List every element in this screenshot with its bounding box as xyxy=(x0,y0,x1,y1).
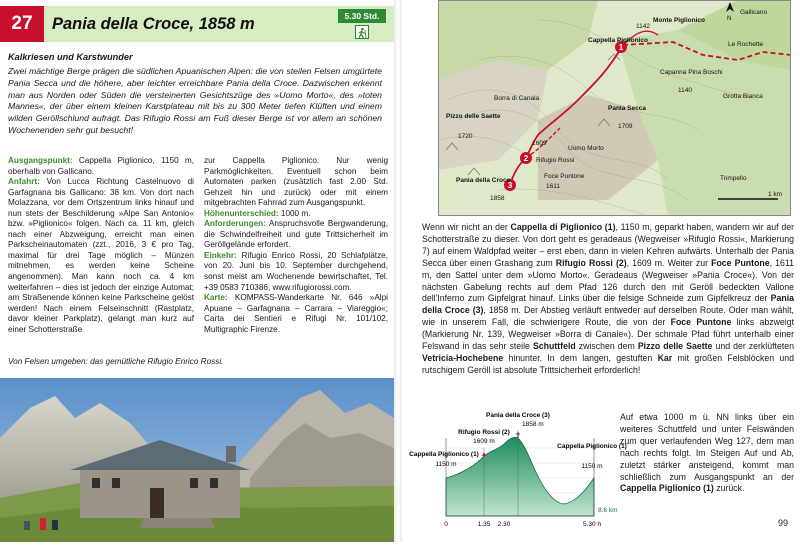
page-number: 99 xyxy=(777,518,788,528)
profile-time-3: 5.30 h xyxy=(582,521,602,528)
info-column-1 xyxy=(8,156,194,335)
photo-caption: Von Felsen umgeben: das gemütliche Rifugio Enrico Rossi. xyxy=(8,357,224,366)
right-page xyxy=(402,0,800,542)
approach-text: Von Lucca Richtung Castelnuovo di Garfagnana bis Gallicano: 38 km. Von dort nach Molazzana, vor dem Ortszentrum links hinauf und nun stets der Beschilderung »Alpe San Antonio« bzw. »Piglionico« folgen. Nach ca. 11 km, gleich nach einer Abzweigung, erreicht man einen Parkscheinautomaten (zzt., 2016, 3 € pro Tag, maximal für drei Tage möglich – Münzen mitnehmen, es werden keine Scheine angenommen). Man kann noch ca. 4 km weiterfahren – dies ist jedoch der einzige Automat; am Straßenende können keine Parkscheine gelöst werden! Nach einem Felseinschnitt (Rastplatz, davor kleiner Parkplatz), gelangt man kurz auf einer Schotterstraße xyxy=(8,177,194,334)
requirements-label: Anforderungen: xyxy=(204,219,266,229)
map-label-pania-croce: Pania della Croce xyxy=(456,177,511,184)
duration-badge: 5.30 Std. xyxy=(338,9,386,23)
left-page xyxy=(0,0,394,542)
hiker-icon xyxy=(355,25,369,39)
svg-text:N: N xyxy=(727,16,732,22)
profile-top-alt: 1858 m xyxy=(522,421,544,428)
map-label-alt-1858: 1858 xyxy=(490,195,505,202)
svg-text:1: 1 xyxy=(618,43,624,52)
profile-time-0: 0 xyxy=(444,521,448,528)
profile-rossi-label: Rifugio Rossi (2) xyxy=(458,429,510,436)
start-point xyxy=(8,156,194,177)
map-label: Karte: xyxy=(204,293,228,303)
intro-text: Zwei mächtige Berge prägen die südlichen Apuanischen Alpen: die von steilen Felsen umgürtete Pania Secca und die höhere, aber leichter erreichbare Pania della Croce. Dazwischen erkennt man aus Norden oder Süden die versteinerten Gesichtszüge des »Uomo Morto«, des »toten Mannes«, der über einem kleinen Karstplateau mit bis zu 300 Meter tiefen Klüften und einem wilden Geröllschlund aufragt. Das Rifugio Rossi am Fuß dieser Berge ist vor allem an schönen Wochenenden sehr gut besucht! xyxy=(8,66,382,135)
hut-icon xyxy=(482,452,486,456)
map-label-alt-1611: 1611 xyxy=(546,183,560,190)
map-label-foce: Foce Puntone xyxy=(544,173,585,180)
map-label-alt-1140: 1140 xyxy=(678,87,692,94)
map-label-alt-1709: 1709 xyxy=(618,123,633,130)
info-column-2 xyxy=(204,156,388,335)
book-gutter xyxy=(394,0,402,542)
elevation-text: 1000 m. xyxy=(280,208,311,218)
svg-text:3: 3 xyxy=(507,181,513,190)
profile-time-2: 2.30 xyxy=(497,521,511,528)
map-label-cappella: Cappella Piglionico xyxy=(588,37,648,44)
map-info xyxy=(204,293,388,335)
start-text: Cappella Piglionico, 1150 m, oberhalb von Gallicano. xyxy=(8,156,194,176)
map-label-gallicano: Gallicano xyxy=(740,9,768,16)
profile-rossi-alt: 1609 m xyxy=(473,438,495,445)
profile-top-label: Pania della Croce (3) xyxy=(486,412,550,419)
route-description: Wenn wir nicht an der Cappella di Piglionico (1), 1150 m, geparkt haben, wandern wir auf der Schotterstraße zu dieser. Von dort geht es geradeaus (Wegweiser »Rifugio Rossi«, Markierung 7) auf einem Waldpfad weiter – erst eben, dann in vielen Kehren aufwärts. Unterhalb der Pania Secca über einen Grashang zum Rifugio Rossi (2), 1609 m. Weiter zur Foce Puntone, 1611 m, den Sattel unter dem »Uomo Morto«. Geradeaus (Wegweiser »Pania Croce«). Von der nächsten Gabelung rechts auf dem Pfad 126 durch den mit Geröll bedeckten Vallone dell'Inferno zum Gipfelgrat hinauf. Links über die felsige Schneide zum Gipfelkreuz der Pania della Croce (3), 1858 m. Der Abstieg verläuft entweder auf derselben Route. Oder man wählt, wie in unserem Fall, die schwierigere Route, die von der Foce Puntone links abzweigt (Markierung Nr. 139, Wegweiser »Borra di Canale«). Der schmale Pfad führt unterhalb einer Felswand in das sehr steile Schuttfeld zwischen dem Pizzo delle Saette und der zerklüfteten Vetricia-Hochebene hinunter. In dem langen, gestuften Kar mit großen Felsblöcken und rutschigem Geröll ist absolute Trittsicherheit erforderlich! xyxy=(422,222,794,375)
map-text: KOMPASS-Wanderkarte Nr. 646 »Alpi Apuane – Garfagnana – Carrara – Viareggio«; Carta dei Sentieri e Rifugi Nr. 101/102, Multigraphic Firenze. xyxy=(204,293,388,334)
map-label-pania-secca: Pania Secca xyxy=(608,105,646,112)
map-label-alt-1720: 1720 xyxy=(458,133,473,140)
approach-continued: zur Cappella Piglionico. Nur wenig Parkmöglichkeiten. Eventuell schon beim Automaten parken (zusätzlich fast 2.00 Std. Gehzeit hin und zurück) oder mit einem mitgebrachten Fahrrad zum Ausgangspunkt. xyxy=(204,156,388,208)
approach-label: Anfahrt: xyxy=(8,177,40,187)
elevation xyxy=(204,209,388,220)
map-label-grotta: Grotta Bianca xyxy=(723,93,763,100)
map-label-uomo: Uomo Morto xyxy=(568,145,604,152)
approach xyxy=(8,177,194,335)
intro-heading: Kalkriesen und Karstwunder xyxy=(8,52,133,62)
tour-header xyxy=(0,6,394,42)
profile-start-label: Cappella Piglionico (1) xyxy=(409,451,479,458)
elevation-profile xyxy=(409,408,627,533)
start-label: Ausgangspunkt: xyxy=(8,156,73,165)
stop-label: Einkehr: xyxy=(204,250,237,260)
tour-title: Pania della Croce, 1858 m xyxy=(52,15,255,33)
requirements-text: Anspruchsvolle Bergwanderung, die Schwindelfreiheit und gute Trittsicherheit im Geröllgelände erfordert. xyxy=(204,219,388,250)
map-label-capanna: Capanna Pina Boschi xyxy=(660,69,723,76)
profile-start-alt: 1150 m xyxy=(435,461,457,468)
route-map xyxy=(438,0,791,216)
refreshment xyxy=(204,251,388,293)
requirements xyxy=(204,219,388,251)
profile-end-label: Cappella Piglionico (1) xyxy=(557,443,627,450)
map-label-borra: Borra di Canala xyxy=(494,95,540,102)
rifugio-photo xyxy=(0,378,394,542)
profile-time-1: 1.35 xyxy=(477,521,491,528)
map-label-pizzo: Pizzo delle Saette xyxy=(446,113,501,120)
map-scale-label: 1 km xyxy=(768,191,783,198)
elevation-label: Höhenunterschied: xyxy=(204,208,279,218)
map-label-rossi: Rifugio Rossi xyxy=(536,157,575,164)
map-label-alt-1142: 1142 xyxy=(636,23,650,30)
map-label-alt-1609: 1609 xyxy=(532,140,547,147)
route-description-end: Auf etwa 1000 m ü. NN links über ein weiteres Schuttfeld und unter Felswänden zum quer verlaufenden Weg 127, dem man nach rechts folgt. Im Steigen Auf und Ab, zuletzt stärker ansteigend, kommt man schließlich zum Ausgangspunkt an der Cappella Piglionico (1) zurück. xyxy=(620,412,794,494)
tour-number: 27 xyxy=(0,6,44,42)
profile-distance: 8.6 km xyxy=(598,507,618,514)
map-label-monte: Monte Piglionico xyxy=(653,17,705,24)
stop-text: Rifugio Enrico Rossi, 20 Schlafplätze, von 20. Juni bis 10. September durchgehend, sonst meist am Wochenende bewirtschaftet, Tel. +39 0583 710386, www.rifugiorossi.com. xyxy=(204,250,388,292)
map-label-trimpello: Trimpello xyxy=(720,175,747,182)
profile-end-alt: 1150 m xyxy=(581,463,603,470)
svg-text:2: 2 xyxy=(523,154,529,163)
map-label-rochette: Le Rochette xyxy=(728,41,764,48)
